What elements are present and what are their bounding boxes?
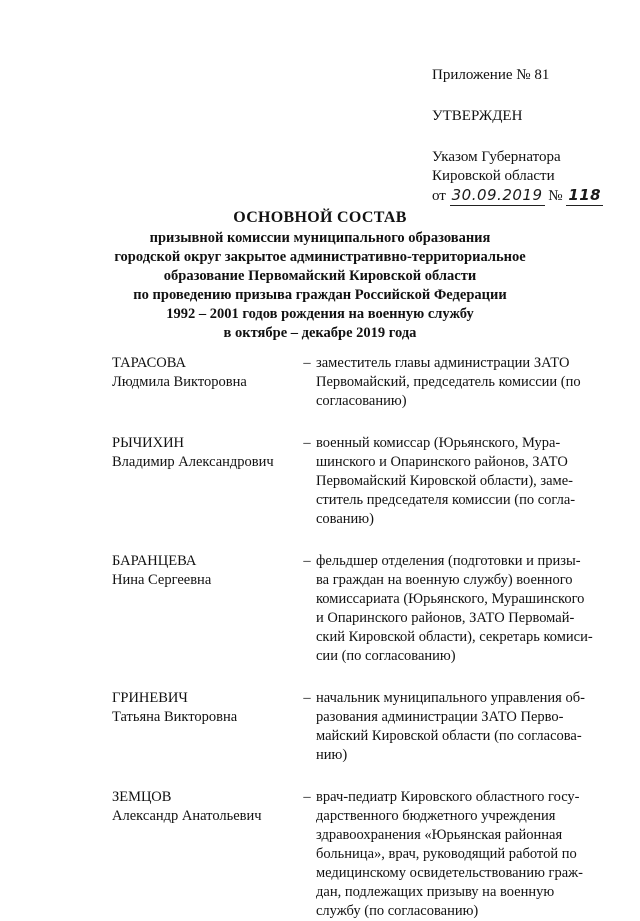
title-line-3: образование Первомайский Кировской области	[163, 268, 477, 284]
role-line: начальник муниципального управления об-	[316, 690, 585, 706]
member-given-names: Людмила Викторовна	[112, 374, 247, 390]
dash-separator: –	[303, 553, 311, 569]
member-given-names: Татьяна Викторовна	[112, 709, 238, 725]
member-given-names: Александр Анатольевич	[112, 808, 262, 824]
member-name	[112, 552, 298, 666]
decree-line-2: Кировской области	[432, 168, 555, 184]
role-line: Первомайский, председатель комиссии (по	[316, 374, 581, 390]
member-name	[112, 354, 298, 411]
member-surname: РЫЧИХИН	[112, 435, 185, 451]
handwritten-number: 118	[568, 186, 602, 204]
member-role	[316, 552, 602, 666]
member-surname: БАРАНЦЕВА	[112, 553, 197, 569]
role-line: сии (по согласованию)	[316, 648, 456, 664]
role-line: и Опаринского районов, ЗАТО Первомай-	[316, 610, 575, 626]
title-line-1: призывной комиссии муниципального образования	[149, 230, 491, 246]
member-given-names: Нина Сергеевна	[112, 572, 212, 588]
role-line: ский Кировской области), секретарь комиси-	[316, 629, 593, 645]
approved-label: УТВЕРЖДЕН	[432, 108, 523, 124]
role-line: ва граждан на военную службу) военного	[316, 572, 573, 588]
member-given-names: Владимир Александрович	[112, 454, 274, 470]
member-role	[316, 689, 602, 765]
member-name	[112, 689, 298, 765]
member-row	[112, 689, 602, 765]
member-row	[112, 434, 602, 529]
member-role	[316, 354, 602, 411]
role-line: согласованию)	[316, 393, 407, 409]
role-line: фельдшер отделения (подготовки и призы-	[316, 553, 581, 569]
role-line: ститель председателя комиссии (по согла-	[316, 492, 576, 508]
dash-separator: –	[303, 355, 311, 371]
dash-separator: –	[303, 690, 311, 706]
member-role	[316, 434, 602, 529]
role-line: дарственного бюджетного учреждения	[316, 808, 556, 824]
role-line: комиссариата (Юрьянского, Мурашинского	[316, 591, 585, 607]
title-line-4: по проведению призыва граждан Российской Федерации	[133, 287, 507, 303]
decree-date-line	[432, 186, 632, 206]
title-line-5: 1992 – 2001 годов рождения на военную службу	[166, 306, 474, 322]
role-line: майский Кировской области (по согласова-	[316, 728, 582, 744]
member-name	[112, 434, 298, 529]
role-line: нию)	[316, 747, 348, 763]
role-line: Первомайский Кировской области), заме-	[316, 473, 573, 489]
role-line: шинского и Опаринского районов, ЗАТО	[316, 454, 568, 470]
member-surname: ГРИНЕВИЧ	[112, 690, 188, 706]
member-row	[112, 788, 602, 921]
role-line: службу (по согласованию)	[316, 903, 479, 919]
role-line: заместитель главы администрации ЗАТО	[316, 355, 570, 371]
member-role	[316, 788, 602, 921]
role-line: больница», врач, руководящий работой по	[316, 846, 577, 862]
role-line: врач-педиатр Кировского областного госу-	[316, 789, 580, 805]
document-title	[60, 208, 580, 343]
member-surname: ЗЕМЦОВ	[112, 789, 172, 805]
title-line-6: в октябре – декабре 2019 года	[223, 325, 417, 341]
role-line: здравоохранения «Юрьянская районная	[316, 827, 563, 843]
main-title: ОСНОВНОЙ СОСТАВ	[233, 209, 407, 226]
appendix-number: Приложение № 81	[432, 67, 550, 83]
role-line: разования администрации ЗАТО Перво-	[316, 709, 564, 725]
role-line: сованию)	[316, 511, 374, 527]
member-name	[112, 788, 298, 921]
handwritten-date: 30.09.2019	[451, 186, 543, 204]
date-prefix: от	[432, 188, 446, 204]
role-line: медицинскому освидетельствованию граж-	[316, 865, 584, 881]
approval-header	[432, 66, 632, 206]
role-line: дан, подлежащих призыву на военную	[316, 884, 555, 900]
dash-separator: –	[303, 789, 311, 805]
number-prefix: №	[548, 188, 563, 204]
title-line-2: городской округ закрытое административно-территориальное	[114, 249, 526, 265]
role-line: военный комиссар (Юрьянского, Мура-	[316, 435, 561, 451]
commission-members-list	[112, 354, 602, 921]
decree-line-1: Указом Губернатора	[432, 149, 561, 165]
member-row	[112, 354, 602, 411]
member-row	[112, 552, 602, 666]
dash-separator: –	[303, 435, 311, 451]
member-surname: ТАРАСОВА	[112, 355, 186, 371]
